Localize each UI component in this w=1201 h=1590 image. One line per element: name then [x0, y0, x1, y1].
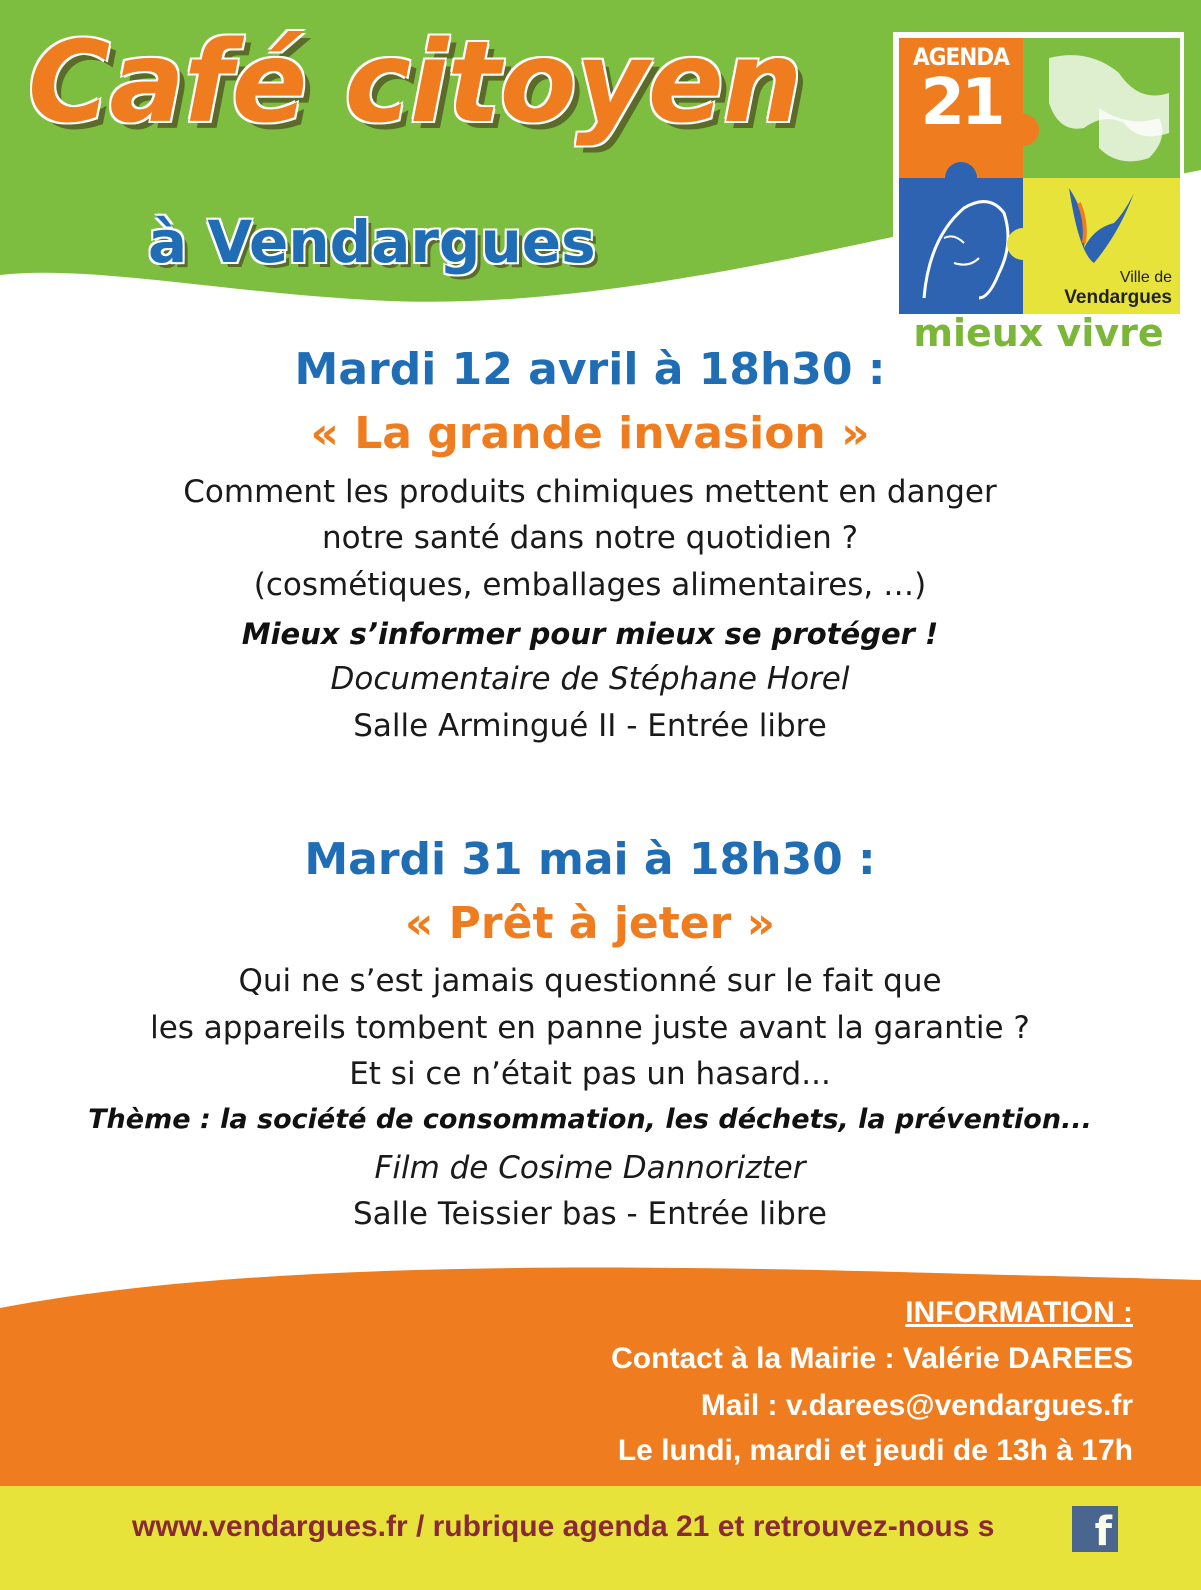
event2-description-line: les appareils tombent en panne juste avant la garantie ? — [150, 1010, 1030, 1046]
facebook-icon[interactable]: f — [1072, 1506, 1118, 1552]
event2-description-line: Et si ce n’était pas un hasard... — [349, 1056, 831, 1092]
logo-number: 21 — [920, 66, 1002, 140]
event1-credit: Documentaire de Stéphane Horel — [330, 661, 850, 697]
event2-description-line: Qui ne s’est jamais questionné sur le fait que — [238, 963, 942, 999]
logo-slogan: mieux vivre — [913, 311, 1164, 355]
event2-tagline: Thème : la société de consommation, les déchets, la prévention... — [88, 1104, 1092, 1135]
event1-date: Mardi 12 avril à 18h30 : — [294, 344, 886, 395]
footer-website-link[interactable]: www.vendargues.fr / rubrique agenda 21 et retrouvez-nous s — [132, 1510, 995, 1543]
info-contact: Contact à la Mairie : Valérie DAREES — [611, 1342, 1133, 1375]
event1-tagline: Mieux s’informer pour mieux se protéger ! — [241, 617, 939, 651]
logo-ville-de: Ville de — [1119, 269, 1172, 286]
event1-description-line: (cosmétiques, emballages alimentaires, …) — [253, 567, 927, 603]
info-heading: INFORMATION : — [905, 1296, 1133, 1329]
logo-town: Vendargues — [1064, 287, 1172, 308]
event1-title: « La grande invasion » — [310, 408, 870, 459]
agenda21-logo — [893, 32, 1184, 356]
event2-title: « Prêt à jeter » — [404, 898, 776, 949]
poster-subtitle: à Vendargues — [148, 208, 596, 276]
event1-venue: Salle Armingué II - Entrée libre — [353, 708, 827, 744]
event2-date: Mardi 31 mai à 18h30 : — [304, 834, 876, 885]
event1-description-line: Comment les produits chimiques mettent en danger — [183, 474, 997, 510]
event2-credit: Film de Cosime Dannorizter — [374, 1150, 806, 1186]
event1-description-line: notre santé dans notre quotidien ? — [321, 520, 859, 556]
info-hours: Le lundi, mardi et jeudi de 13h à 17h — [617, 1434, 1133, 1467]
poster-title: Café citoyen — [28, 18, 802, 148]
event2-venue: Salle Teissier bas - Entrée libre — [353, 1196, 827, 1232]
info-mail[interactable]: Mail : v.darees@vendargues.fr — [700, 1389, 1133, 1422]
logo-agenda-label: AGENDA — [913, 43, 1009, 71]
